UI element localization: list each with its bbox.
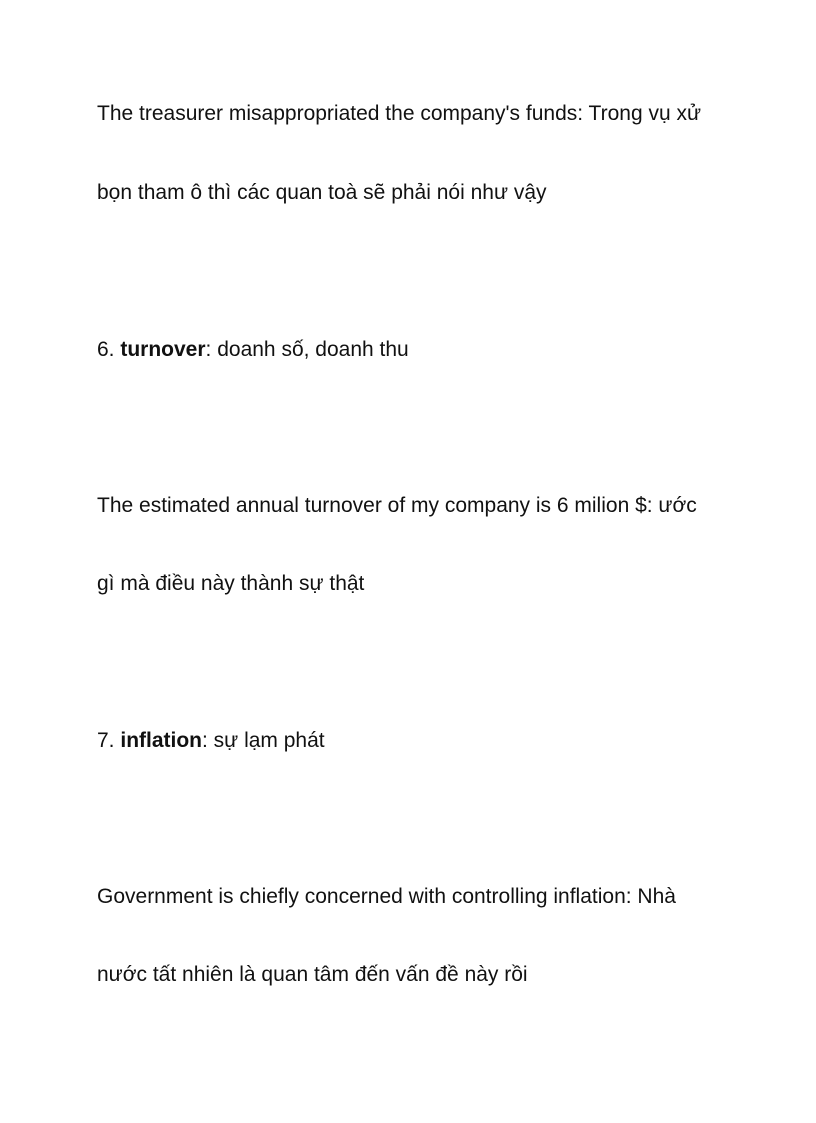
example-5-line-2: bọn tham ô thì các quan toà sẽ phải nói như vậy: [97, 181, 547, 204]
entry-7-definition: : sự lạm phát: [202, 729, 325, 752]
example-5-line-1: The treasurer misappropriated the company's funds: Trong vụ xử: [97, 102, 702, 125]
example-7-line-2: nước tất nhiên là quan tâm đến vấn đề này rồi: [97, 963, 528, 986]
example-7-line-1: Government is chiefly concerned with controlling inflation: Nhà: [97, 885, 676, 908]
example-6-line-1: The estimated annual turnover of my company is 6 milion $: ước: [97, 494, 697, 517]
entry-7-number: 7.: [97, 729, 121, 752]
entry-7: [97, 728, 325, 754]
entry-7-term: inflation: [120, 729, 203, 752]
entry-6-number: 6.: [97, 338, 121, 361]
entry-6-term: turnover: [120, 338, 206, 361]
entry-6-definition: : doanh số, doanh thu: [205, 338, 409, 361]
example-6-line-2: gì mà điều này thành sự thật: [97, 572, 365, 595]
entry-6: [97, 337, 409, 363]
